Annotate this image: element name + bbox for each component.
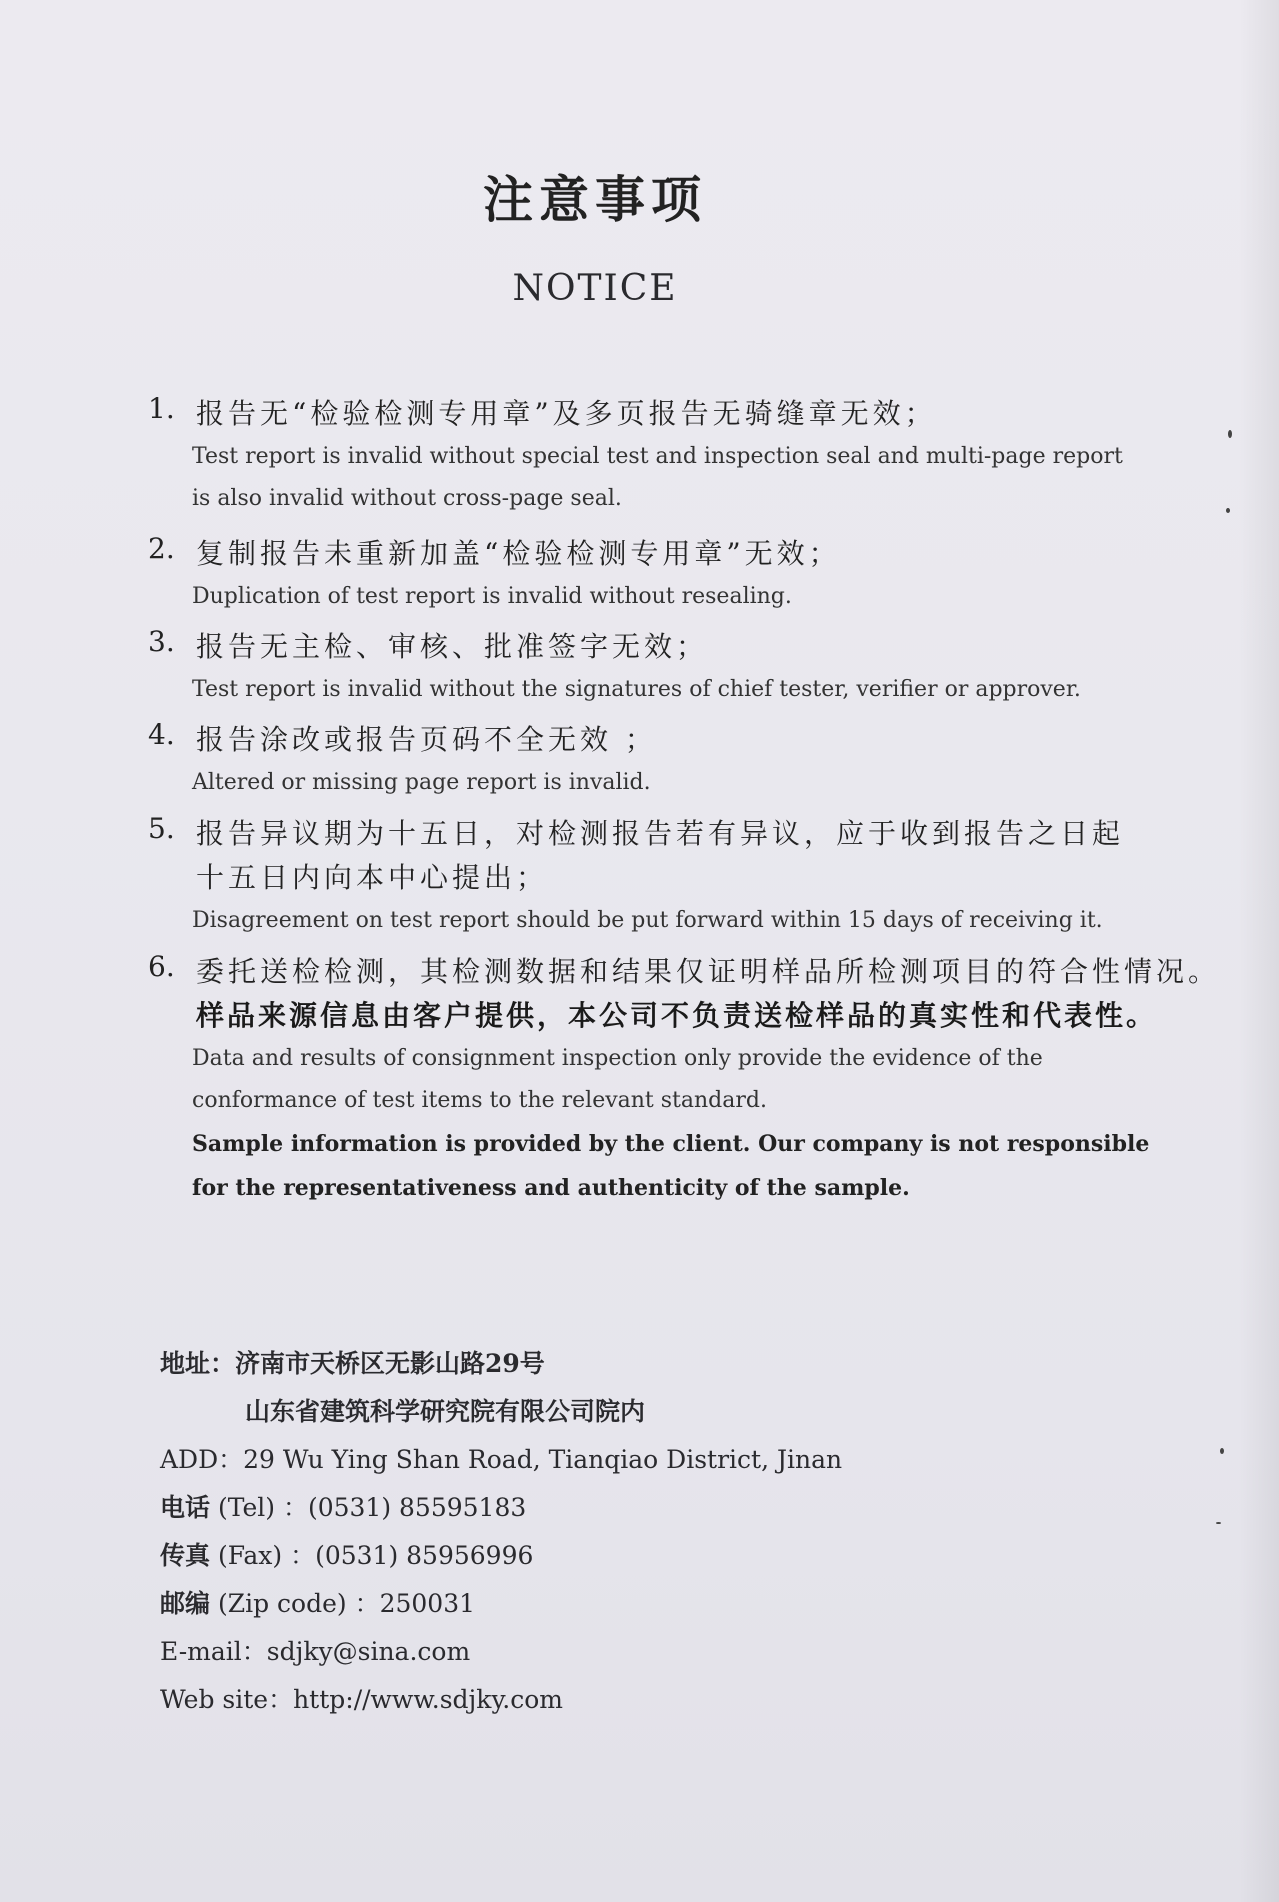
website: Web site：http://www.sdjky.com [160, 1685, 563, 1714]
tel-value: (Tel) ：(0531) 85595183 [217, 1493, 527, 1522]
paper-edge-shadow [1239, 0, 1279, 1902]
item-text-en: Test report is invalid without the signatures of chief tester, verifier or approver. [192, 677, 1081, 702]
item-text-cn: 报告无“检验检测专用章”及多页报告无骑缝章无效； [196, 397, 937, 430]
notice-item-2 [148, 532, 1148, 618]
notice-item-3 [148, 625, 1148, 711]
item-text-en: Disagreement on test report should be put forward within 15 days of receiving it. [192, 908, 1103, 933]
item-number: 3. [148, 625, 175, 658]
address-en: ADD：29 Wu Ying Shan Road, Tianqiao District, Jinan [160, 1445, 843, 1474]
item-text-cn: 委托送检检测，其检测数据和结果仅证明样品所检测项目的符合性情况。 [196, 955, 1221, 988]
telephone [160, 1484, 1060, 1532]
item-number: 4. [148, 718, 175, 751]
paper-speck [1226, 508, 1230, 513]
zip-code [160, 1580, 1060, 1628]
item-text-cn: 复制报告未重新加盖“检验检测专用章”无效； [196, 537, 841, 570]
notice-item-6 [148, 950, 1221, 1210]
item-text-en: is also invalid without cross-page seal. [192, 486, 622, 511]
item-number: 6. [148, 950, 175, 983]
zip-label: 邮编 [160, 1589, 211, 1618]
item-text-cn: 报告无主检、审核、批准签字无效； [196, 630, 709, 663]
fax-label: 传真 [160, 1541, 211, 1570]
item-text-cn: 报告涂改或报告页码不全无效 ； [196, 723, 657, 756]
item-text-cn-bold: 样品来源信息由客户提供，本公司不负责送检样品的真实性和代表性。 [196, 999, 1158, 1032]
notice-item-5 [148, 812, 1148, 942]
fax [160, 1532, 1060, 1580]
title-chinese: 注意事项 [483, 170, 707, 229]
zip-value: (Zip code) ：250031 [217, 1589, 476, 1618]
item-text-en: Data and results of consignment inspection only provide the evidence of the [192, 1046, 1043, 1071]
item-text-en: conformance of test items to the relevant standard. [192, 1088, 767, 1113]
address-cn [160, 1340, 1060, 1388]
address-line-2: 山东省建筑科学研究院有限公司院内 [245, 1397, 646, 1426]
item-text-en-bold: for the representativeness and authenticity of the sample. [192, 1175, 910, 1201]
item-text-cn: 十五日内向本中心提出； [196, 861, 549, 894]
item-text-cn: 报告异议期为十五日，对检测报告若有异议，应于收到报告之日起 [196, 817, 1125, 850]
item-text-en: Altered or missing page report is invalid. [192, 770, 651, 795]
notice-item-4 [148, 718, 1148, 804]
notice-item-1 [148, 392, 1148, 520]
address-label: 地址： [160, 1349, 236, 1378]
item-text-en-bold: Sample information is provided by the client. Our company is not responsible [192, 1131, 1150, 1157]
contact-block [160, 1340, 1060, 1724]
tel-label: 电话 [160, 1493, 211, 1522]
paper-speck [1216, 1522, 1221, 1524]
email: E-mail：sdjky@sina.com [160, 1637, 471, 1666]
fax-value: (Fax) ：(0531) 85956996 [217, 1541, 534, 1570]
paper-speck [1220, 1448, 1224, 1454]
title-english: NOTICE [512, 268, 678, 309]
item-text-en: Duplication of test report is invalid without resealing. [192, 584, 792, 609]
item-number: 2. [148, 532, 175, 565]
address-line-1: 济南市天桥区无影山路29号 [235, 1349, 545, 1378]
item-number: 5. [148, 812, 175, 845]
item-text-en: Test report is invalid without special test and inspection seal and multi-page report [192, 444, 1123, 469]
paper-speck [1228, 430, 1232, 438]
item-number: 1. [148, 392, 175, 425]
